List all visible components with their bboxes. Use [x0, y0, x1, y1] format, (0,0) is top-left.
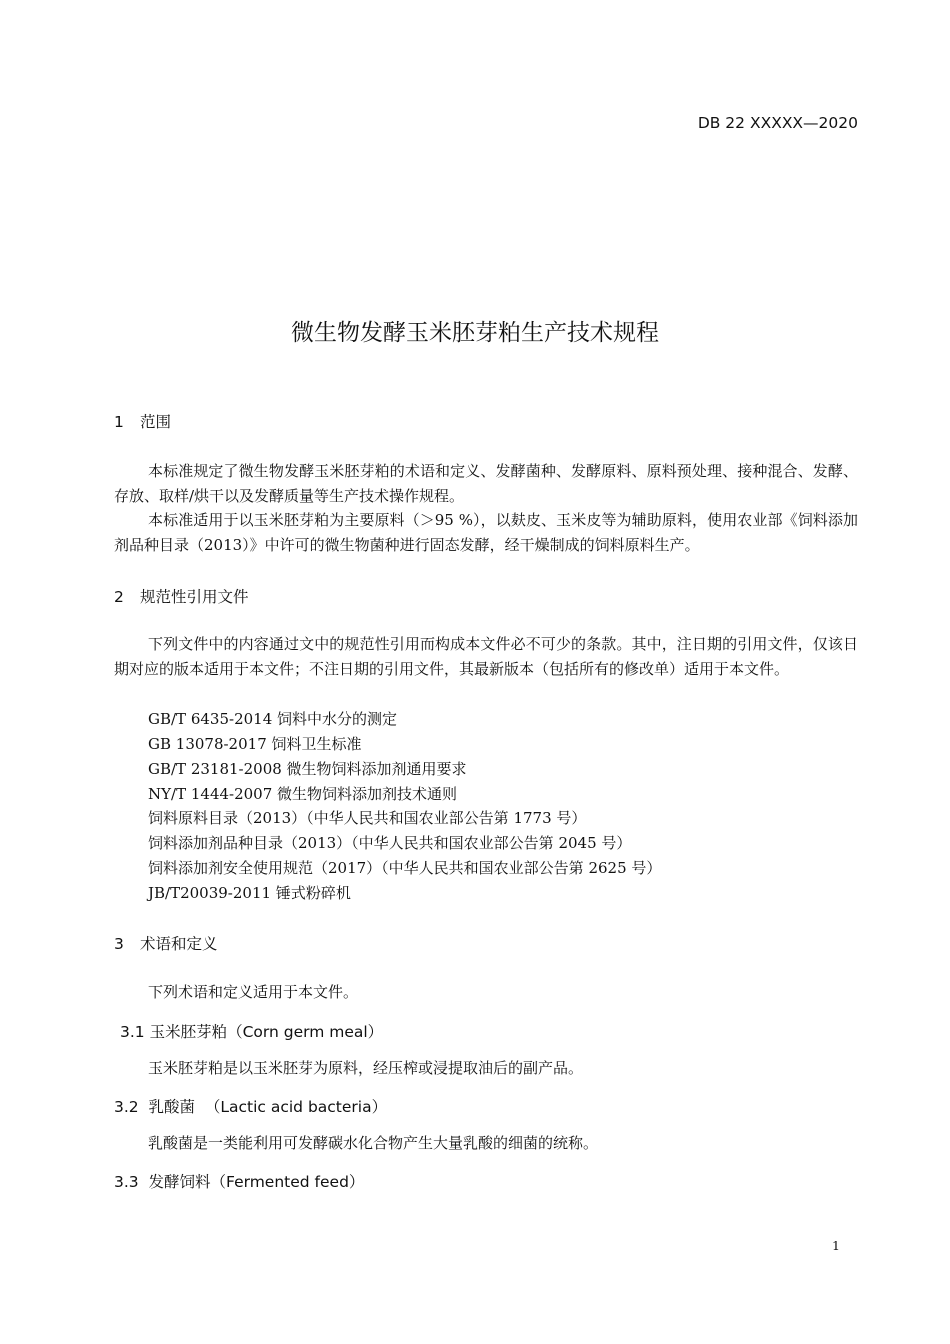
reference-item: GB 13078-2017 饲料卫生标准 [148, 735, 362, 753]
section-title: 术语和定义 [140, 935, 218, 953]
page-number: 1 [832, 1238, 840, 1253]
section-title: 规范性引用文件 [140, 588, 249, 606]
reference-item: 饲料添加剂品种目录（2013）（中华人民共和国农业部公告第 2045 号） [148, 834, 632, 852]
reference-item: JB/T20039-2011 锤式粉碎机 [148, 884, 351, 902]
section-1-paragraph-1: 本标准规定了微生物发酵玉米胚芽粕的术语和定义、发酵菌种、发酵原料、原料预处理、接种混合、发酵、存放、取样/烘干以及发酵质量等生产技术操作规程。 [114, 462, 858, 505]
section-3-intro: 下列术语和定义适用于本文件。 [148, 983, 359, 1001]
section-number: 2 [114, 588, 124, 606]
term-3-2-heading: 3.2 乳酸菌 （Lactic acid bacteria） [114, 1098, 388, 1116]
section-2-intro: 下列文件中的内容通过文中的规范性引用而构成本文件必不可少的条款。其中，注日期的引用文件，仅该日期对应的版本适用于本文件；不注日期的引用文件，其最新版本（包括所有的修改单）适用于本文件。 [114, 635, 858, 678]
term-3-3-heading: 3.3 发酵饲料（Fermented feed） [114, 1173, 365, 1191]
section-title: 范围 [140, 413, 172, 431]
reference-item: 饲料添加剂安全使用规范（2017）（中华人民共和国农业部公告第 2625 号） [148, 859, 662, 877]
section-3-heading [114, 932, 218, 954]
reference-item: NY/T 1444-2007 微生物饲料添加剂技术通则 [148, 785, 458, 803]
term-3-1-heading: 3.1 玉米胚芽粕（Corn germ meal） [120, 1023, 384, 1041]
section-number: 3 [114, 935, 124, 953]
section-1-heading [114, 410, 171, 432]
term-3-1-definition: 玉米胚芽粕是以玉米胚芽为原料，经压榨或浸提取油后的副产品。 [148, 1059, 584, 1077]
reference-item: 饲料原料目录（2013）（中华人民共和国农业部公告第 1773 号） [148, 809, 587, 827]
reference-item: GB/T 23181-2008 微生物饲料添加剂通用要求 [148, 760, 467, 778]
section-1-paragraph-2: 本标准适用于以玉米胚芽粕为主要原料（＞95 %），以麸皮、玉米皮等为辅助原料，使用农业部《饲料添加剂品种目录（2013）》中许可的微生物菌种进行固态发酵，经干燥制成的饲料原料生产。 [114, 511, 858, 554]
term-3-2-definition: 乳酸菌是一类能利用可发酵碳水化合物产生大量乳酸的细菌的统称。 [148, 1134, 599, 1152]
section-number: 1 [114, 413, 124, 431]
document-title: 微生物发酵玉米胚芽粕生产技术规程 [291, 320, 659, 346]
standard-code: DB 22 XXXXX—2020 [697, 114, 858, 132]
section-2-heading [114, 585, 249, 607]
reference-item: GB/T 6435-2014 饲料中水分的测定 [148, 710, 398, 728]
